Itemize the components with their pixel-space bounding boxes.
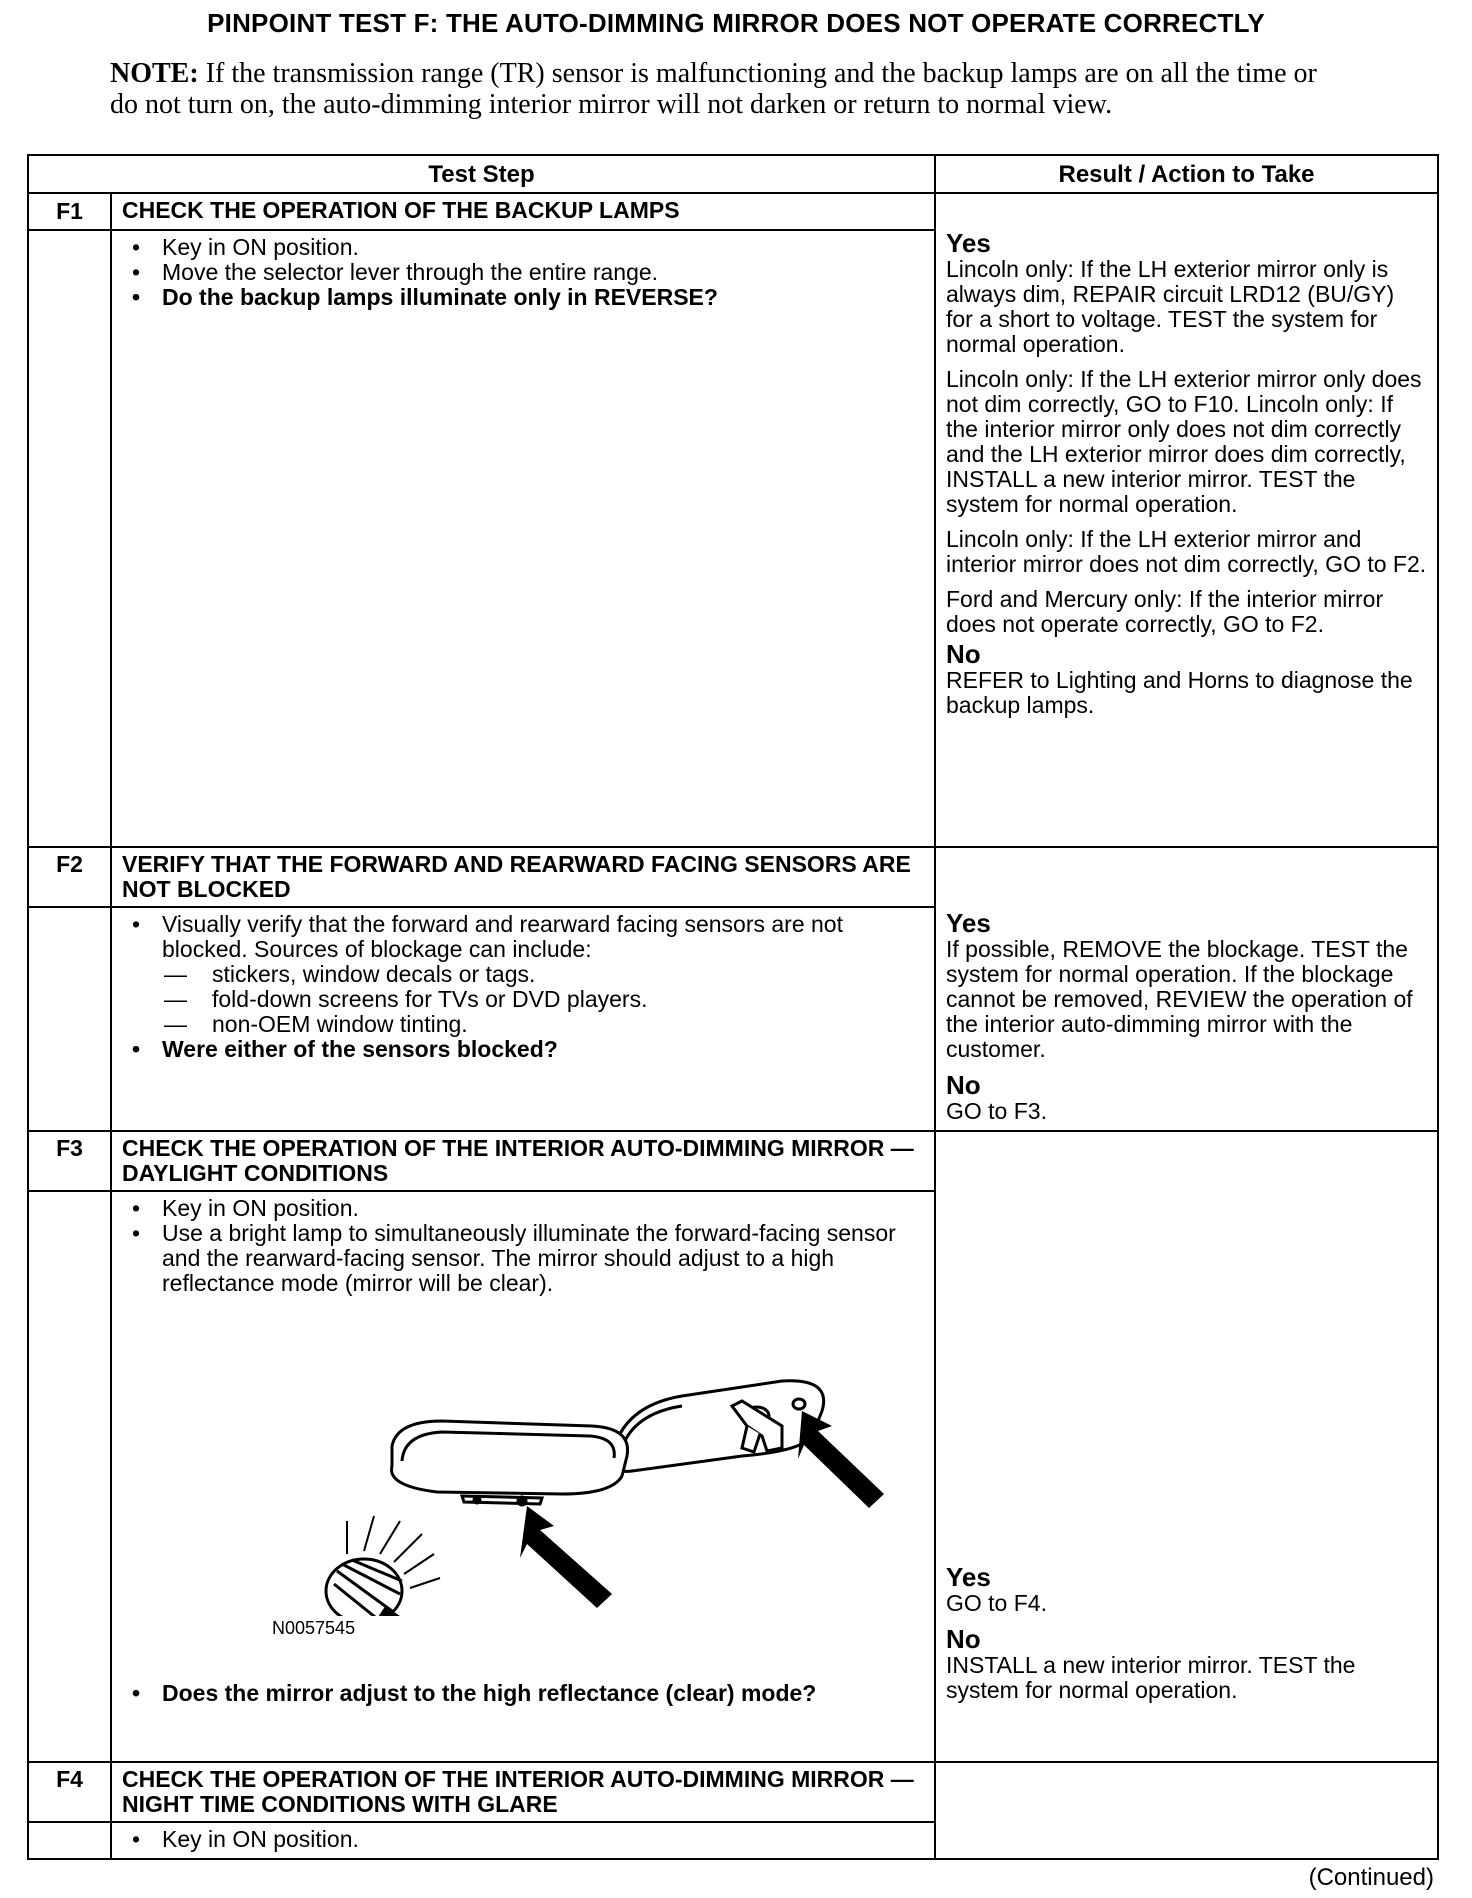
f1-result — [935, 193, 1438, 847]
page-title: PINPOINT TEST F: THE AUTO-DIMMING MIRROR DOES NOT OPERATE CORRECTLY — [207, 8, 1265, 38]
f1-question: • Do the backup lamps illuminate only in REVERSE? — [162, 285, 924, 310]
f3-bullet-1: • Key in ON position. — [162, 1196, 924, 1221]
f4-title-row — [28, 1762, 1438, 1822]
f3-result — [935, 1131, 1438, 1762]
f2-dash-2: — fold-down screens for TVs or DVD players. — [212, 987, 924, 1012]
f2-result — [935, 847, 1438, 1131]
f3-no-text: INSTALL a new interior mirror. TEST the system for normal operation. — [946, 1652, 1356, 1703]
f4-bullet-1: • Key in ON position. — [162, 1827, 924, 1852]
f2-no-text: GO to F3. — [946, 1098, 1047, 1124]
front-mirror-drawing — [392, 1421, 628, 1505]
mirror-illustration — [142, 1326, 902, 1616]
f2-no-label: No — [946, 1070, 981, 1100]
f1-title: CHECK THE OPERATION OF THE BACKUP LAMPS — [111, 193, 935, 230]
f3-no-label: No — [946, 1624, 981, 1654]
f2-dash-3: — non-OEM window tinting. — [212, 1012, 924, 1037]
note — [110, 58, 1350, 120]
figure-id: N0057545 — [272, 1618, 356, 1638]
header-row — [28, 155, 1438, 193]
rear-mirror-drawing — [611, 1381, 824, 1472]
f1-yes-para-4: Ford and Mercury only: If the interior mirror does not operate correctly, GO to F2. — [946, 586, 1384, 637]
pinpoint-table — [27, 154, 1439, 1860]
f4-result — [935, 1762, 1438, 1859]
f3-title-row — [28, 1131, 1438, 1191]
f1-bullet-2: • Move the selector lever through the entire range. — [162, 260, 924, 285]
f1-yes-label: Yes — [946, 228, 991, 258]
f1-no-label: No — [946, 639, 981, 669]
f2-title: VERIFY THAT THE FORWARD AND REARWARD FACING SENSORS ARE NOT BLOCKED — [111, 847, 935, 907]
f2-yes-text: If possible, REMOVE the blockage. TEST the system for normal operation. If the blockage cannot be removed, REVIEW the operation of the interior auto-dimming mirror with the customer. — [946, 936, 1413, 1062]
note-label: NOTE: — [110, 58, 199, 89]
f1-title-row — [28, 193, 1438, 230]
f2-question: • Were either of the sensors blocked? — [162, 1037, 924, 1062]
f3-yes-text: GO to F4. — [946, 1590, 1047, 1616]
f1-yes-para-2: Lincoln only: If the LH exterior mirror only does not dim correctly, GO to F10. Lincoln only: If the interior mirror only does not dim correctly and the LH exterior mirror does dim correctly, INSTALL a new interior mirror. TEST the system for normal operation. — [946, 366, 1422, 517]
f2-title-row — [28, 847, 1438, 907]
f1-bullet-1: • Key in ON position. — [162, 235, 924, 260]
header-test-step: Test Step — [28, 155, 935, 193]
f1-yes-para-1: Lincoln only: If the LH exterior mirror only is always dim, REPAIR circuit LRD12 (BU/GY) for a short to voltage. TEST the system for normal operation. — [946, 256, 1395, 357]
f3-title: CHECK THE OPERATION OF THE INTERIOR AUTO-DIMMING MIRROR — DAYLIGHT CONDITIONS — [111, 1131, 935, 1191]
f1-id: F1 — [28, 193, 111, 230]
f3-id: F3 — [28, 1131, 111, 1191]
f3-question: • Does the mirror adjust to the high reflectance (clear) mode? — [162, 1681, 924, 1706]
note-text: If the transmission range (TR) sensor is malfunctioning and the backup lamps are on all the time or do not turn on, the auto-dimming interior mirror will not darken or return to normal view. — [110, 58, 1317, 120]
rear-sensor-arrow — [798, 1411, 884, 1508]
continued-label: (Continued) — [1308, 1864, 1434, 1891]
f2-id: F2 — [28, 847, 111, 907]
header-result: Result / Action to Take — [935, 155, 1438, 193]
lamp-drawing — [326, 1516, 460, 1616]
f4-id: F4 — [28, 1762, 111, 1822]
front-sensor-arrow — [520, 1506, 612, 1608]
f2-dash-1: — stickers, window decals or tags. — [212, 962, 924, 987]
f2-yes-label: Yes — [946, 908, 991, 938]
f4-title: CHECK THE OPERATION OF THE INTERIOR AUTO-DIMMING MIRROR — NIGHT TIME CONDITIONS WITH GLARE — [111, 1762, 935, 1822]
f1-yes-para-3: Lincoln only: If the LH exterior mirror and interior mirror does not dim correctly, GO to F2. — [946, 526, 1427, 577]
f3-yes-label: Yes — [946, 1562, 991, 1592]
f1-no-text: REFER to Lighting and Horns to diagnose the backup lamps. — [946, 667, 1413, 718]
f3-bullet-2: • Use a bright lamp to simultaneously illuminate the forward-facing sensor and the rearward-facing sensor. The mirror should adjust to a high reflectance mode (mirror will be clear). — [162, 1221, 924, 1296]
f2-bullet-1: • Visually verify that the forward and rearward facing sensors are not blocked. Sources of blockage can include: — stickers, window decals or tags. — fold-down screens for TVs or DVD players. — non-OEM window tinting. — [162, 912, 924, 1037]
